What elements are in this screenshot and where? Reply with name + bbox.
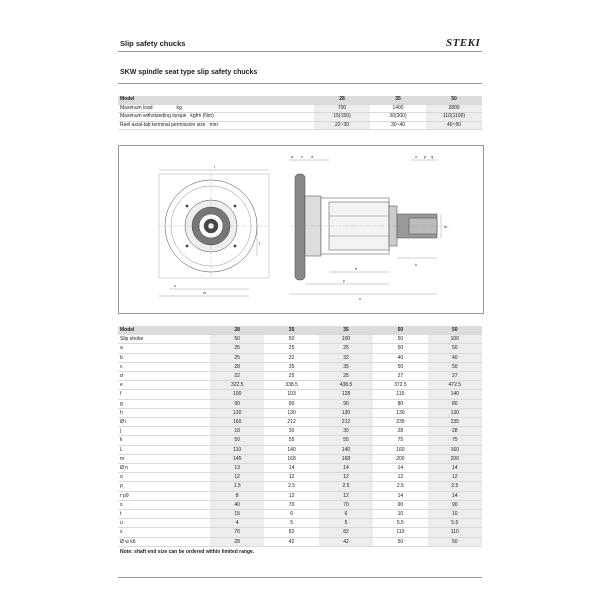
cell-value: 235 xyxy=(373,418,427,427)
page-title: Slip safety chucks xyxy=(120,39,186,48)
cell-value: 5 xyxy=(264,519,318,528)
cell-value: 168 xyxy=(264,454,318,463)
section-divider xyxy=(118,83,482,84)
cell-value: 82 xyxy=(264,528,318,537)
dim-label-j: j xyxy=(259,240,260,245)
row-label: s xyxy=(118,500,210,509)
cell-value: 130 xyxy=(319,408,373,417)
cell-value: 50 xyxy=(428,344,482,353)
cell-value: 12 xyxy=(373,473,427,482)
cell-value: 40 xyxy=(210,500,264,509)
row-label: f xyxy=(118,390,210,399)
cell-value: 2800 xyxy=(426,104,482,113)
company-logo xyxy=(446,33,482,47)
table-row xyxy=(118,528,482,537)
cell-value: 25 xyxy=(264,344,318,353)
cell-value: 27 xyxy=(373,372,427,381)
footnote: Note: shaft end size can be ordered within limited range. xyxy=(120,549,255,555)
cell-value: 372.5 xyxy=(373,381,427,390)
cell-value: 6 xyxy=(319,510,373,519)
row-label: e xyxy=(118,381,210,390)
cell-value: 2.5 xyxy=(428,482,482,491)
cell-value: 160 xyxy=(428,445,482,454)
cell-value: 700 xyxy=(314,104,370,113)
cell-value: 55 xyxy=(319,436,373,445)
dimension-table xyxy=(118,326,482,547)
logo-text: STEKI xyxy=(446,37,481,49)
cell-value: 32 xyxy=(264,353,318,362)
table-row xyxy=(118,344,482,353)
cell-value: 200 xyxy=(373,454,427,463)
cell-value: 40 xyxy=(373,353,427,362)
cell-value: 12 xyxy=(319,491,373,500)
row-label-text: Reel axial-tab terminal permission size xyxy=(120,121,206,128)
table-row xyxy=(118,454,482,463)
cell-value: 472.5 xyxy=(428,381,482,390)
table-row xyxy=(118,464,482,473)
cell-value: 145 xyxy=(210,454,264,463)
column-header: Model xyxy=(118,96,314,104)
cell-value: 70 xyxy=(319,500,373,509)
cell-value: 28 xyxy=(428,427,482,436)
cell-value: 100 xyxy=(210,390,264,399)
cell-value: 2.5 xyxy=(264,482,318,491)
cell-value: 140 xyxy=(319,445,373,454)
cell-value: 90 xyxy=(373,500,427,509)
table-header-row xyxy=(118,96,482,104)
dim-label-q: q xyxy=(431,154,434,159)
cell-value: 42 xyxy=(264,537,318,546)
cell-value: 14 xyxy=(428,464,482,473)
cell-value: 5.5 xyxy=(428,519,482,528)
cell-value: 130 xyxy=(373,408,427,417)
cell-value: 25 xyxy=(210,344,264,353)
column-header: 50 xyxy=(428,326,482,335)
cell-value: 22~30 xyxy=(314,121,370,130)
column-header: Model xyxy=(118,326,210,335)
cell-value: 2.5 xyxy=(319,482,373,491)
cell-value: 10 xyxy=(428,510,482,519)
cell-value: 14 xyxy=(373,464,427,473)
cell-value: 1.5 xyxy=(210,482,264,491)
table-row xyxy=(118,500,482,509)
row-label: u xyxy=(118,519,210,528)
cell-value: 50 xyxy=(428,362,482,371)
cell-value: 130 xyxy=(264,408,318,417)
table-row xyxy=(118,445,482,454)
row-unit: kg xyxy=(176,104,182,111)
dim-label-x: x xyxy=(359,296,361,301)
cell-value: 90 xyxy=(264,399,318,408)
row-label: Ø i xyxy=(118,418,210,427)
cell-value: 50 xyxy=(373,362,427,371)
cell-value: 160 xyxy=(373,445,427,454)
cell-value: 130 xyxy=(428,408,482,417)
cell-value: 6 xyxy=(264,510,318,519)
cell-value: 25 xyxy=(264,372,318,381)
dim-label-a: a xyxy=(291,154,294,159)
row-label: k xyxy=(118,436,210,445)
cell-value: 25 xyxy=(319,372,373,381)
dim-label-n: n xyxy=(174,283,177,288)
cell-value: 30~40 xyxy=(370,121,426,130)
cell-value: 25 xyxy=(210,353,264,362)
table-row xyxy=(118,390,482,399)
cell-value: 5.5 xyxy=(373,519,427,528)
cell-value: 338.5 xyxy=(264,381,318,390)
row-unit: kgfm (Nm) xyxy=(190,113,214,120)
table-row xyxy=(118,335,482,344)
cell-value: 80 xyxy=(373,399,427,408)
side-view xyxy=(289,160,449,294)
row-label: Ø w k6 xyxy=(118,537,210,546)
cell-value: 50 xyxy=(373,344,427,353)
dim-label-y: y xyxy=(343,278,345,283)
table-row xyxy=(118,121,482,130)
row-label: h xyxy=(118,408,210,417)
table-row xyxy=(118,491,482,500)
table-row xyxy=(118,482,482,491)
cell-value: 212 xyxy=(264,418,318,427)
cell-value: 322.5 xyxy=(210,381,264,390)
cell-value: 50 xyxy=(264,335,318,344)
cell-value: 110(1100) xyxy=(426,113,482,122)
cell-value: 50 xyxy=(373,335,427,344)
cell-value: 200 xyxy=(428,454,482,463)
cell-value: 12 xyxy=(428,473,482,482)
cell-value: 14 xyxy=(264,464,318,473)
dim-label-l: l xyxy=(214,164,215,169)
column-header: 28 xyxy=(314,96,370,104)
section-title: SKW spindle seat type slip safety chucks xyxy=(120,69,258,76)
column-header: 28 xyxy=(210,326,264,335)
cell-value: 110 xyxy=(373,528,427,537)
row-label: b xyxy=(118,353,210,362)
row-label: c xyxy=(118,362,210,371)
row-label: p xyxy=(118,482,210,491)
cell-value: 90 xyxy=(428,500,482,509)
cell-value: 100 xyxy=(319,335,373,344)
table-row xyxy=(118,381,482,390)
table-row xyxy=(118,372,482,381)
row-label-text: Maximum withstanding torque xyxy=(120,113,187,120)
row-label: j xyxy=(118,427,210,436)
cell-value: 438.5 xyxy=(319,381,373,390)
dim-label-c: c xyxy=(301,154,303,159)
row-label: Slip stroke xyxy=(118,335,210,344)
cell-value: 35 xyxy=(264,362,318,371)
table-row xyxy=(118,362,482,371)
dim-label-b: b xyxy=(355,266,358,271)
cell-value: 50 xyxy=(210,335,264,344)
cell-value: 70 xyxy=(210,528,264,537)
cell-value: 75 xyxy=(428,436,482,445)
table-row xyxy=(118,473,482,482)
cell-value: 35 xyxy=(319,362,373,371)
table-row xyxy=(118,427,482,436)
front-view xyxy=(159,170,269,296)
cell-value: 30 xyxy=(264,427,318,436)
row-label: a xyxy=(118,344,210,353)
cell-value: 12 xyxy=(210,473,264,482)
cell-value: 18 xyxy=(210,427,264,436)
cell-value: 90 xyxy=(319,399,373,408)
table-row xyxy=(118,353,482,362)
cell-value: 130 xyxy=(210,408,264,417)
cell-value: 40~50 xyxy=(426,121,482,130)
cell-value: 8 xyxy=(210,491,264,500)
cell-value: 25 xyxy=(319,344,373,353)
row-label xyxy=(118,121,314,130)
row-label xyxy=(118,113,314,122)
cell-value: 168 xyxy=(319,454,373,463)
cell-value: 80 xyxy=(428,399,482,408)
table-row xyxy=(118,104,482,113)
cell-value: 100 xyxy=(428,335,482,344)
table-row xyxy=(118,399,482,408)
cell-value: 1400 xyxy=(370,104,426,113)
row-label: d xyxy=(118,372,210,381)
column-header: 35 xyxy=(319,326,373,335)
cell-value: 50 xyxy=(428,537,482,546)
cell-value: 32 xyxy=(319,353,373,362)
table-row xyxy=(118,436,482,445)
header-divider xyxy=(118,51,482,52)
cell-value: 40 xyxy=(428,353,482,362)
dim-label-k: k xyxy=(415,262,417,267)
column-header: 50 xyxy=(426,96,482,104)
row-label-text: Maximum load xyxy=(120,104,153,111)
technical-drawing xyxy=(118,145,484,314)
cell-value: 110 xyxy=(210,445,264,454)
cell-value: 42 xyxy=(319,537,373,546)
cell-value: 160 xyxy=(210,418,264,427)
dim-label-o: o xyxy=(415,154,418,159)
cell-value: 28 xyxy=(373,427,427,436)
cell-value: 22 xyxy=(210,372,264,381)
cell-value: 140 xyxy=(264,445,318,454)
cell-value: 4 xyxy=(210,519,264,528)
table-row xyxy=(118,113,482,122)
cell-value: 12 xyxy=(319,473,373,482)
dim-label-w: w xyxy=(444,224,447,229)
cell-value: 70 xyxy=(264,500,318,509)
cell-value: 212 xyxy=(319,418,373,427)
cell-value: 28 xyxy=(210,362,264,371)
cell-value: 235 xyxy=(428,418,482,427)
cell-value: 50 xyxy=(373,537,427,546)
cell-value: 55 xyxy=(264,436,318,445)
column-header: 35 xyxy=(370,96,426,104)
cell-value: 15(150) xyxy=(314,113,370,122)
cell-value: 30(300) xyxy=(370,113,426,122)
column-header: 35 xyxy=(264,326,318,335)
spec-table-load xyxy=(118,96,482,130)
cell-value: 90 xyxy=(210,399,264,408)
cell-value: 110 xyxy=(428,528,482,537)
row-label: r p9 xyxy=(118,491,210,500)
cell-value: 140 xyxy=(428,390,482,399)
cell-value: 103 xyxy=(264,390,318,399)
cell-value: 75 xyxy=(373,436,427,445)
dim-label-p: p xyxy=(424,154,427,159)
cell-value: 13 xyxy=(210,464,264,473)
row-label xyxy=(118,104,314,113)
table-header-row xyxy=(118,326,482,335)
table-row xyxy=(118,537,482,546)
cell-value: 82 xyxy=(319,528,373,537)
footer-divider xyxy=(118,577,482,578)
row-label: o xyxy=(118,473,210,482)
row-label: v xyxy=(118,528,210,537)
cell-value: 50 xyxy=(210,436,264,445)
table-row xyxy=(118,510,482,519)
dim-label-m: m xyxy=(203,290,207,295)
chuck-drawing-svg xyxy=(119,146,483,313)
dim-label-d: d xyxy=(311,154,314,159)
cell-value: 30 xyxy=(319,427,373,436)
cell-value: 12 xyxy=(264,473,318,482)
table-row xyxy=(118,418,482,427)
row-label: g xyxy=(118,399,210,408)
cell-value: 14 xyxy=(319,464,373,473)
table-row xyxy=(118,519,482,528)
row-label: m xyxy=(118,454,210,463)
cell-value: 28 xyxy=(210,537,264,546)
row-label: L xyxy=(118,445,210,454)
cell-value: 15 xyxy=(210,510,264,519)
row-label: Ø n xyxy=(118,464,210,473)
table-row xyxy=(118,408,482,417)
cell-value: 115 xyxy=(373,390,427,399)
cell-value: 5 xyxy=(319,519,373,528)
cell-value: 14 xyxy=(428,491,482,500)
cell-value: 2.5 xyxy=(373,482,427,491)
row-unit: mm xyxy=(209,121,218,128)
cell-value: 27 xyxy=(428,372,482,381)
cell-value: 10 xyxy=(373,510,427,519)
cell-value: 128 xyxy=(319,390,373,399)
column-header: 50 xyxy=(373,326,427,335)
row-label: t xyxy=(118,510,210,519)
cell-value: 12 xyxy=(264,491,318,500)
cell-value: 14 xyxy=(373,491,427,500)
